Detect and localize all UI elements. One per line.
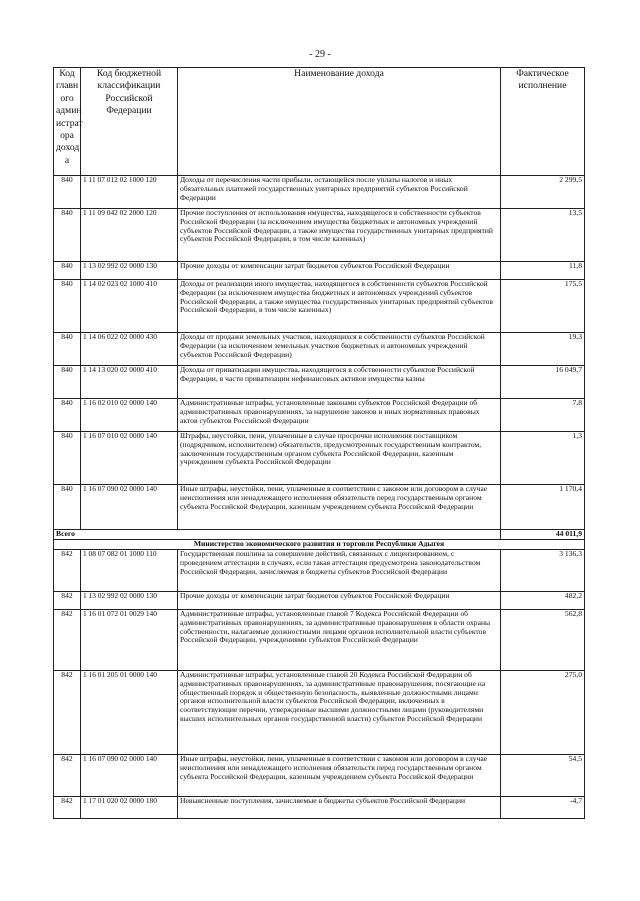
amount-cell: 19,3 [501, 333, 585, 366]
header-revenue-name: Наименование дохода [178, 68, 501, 176]
table-row [54, 399, 585, 432]
admin-code-cell: 842 [54, 592, 81, 610]
budget-code-cell: 1 16 02 010 02 0000 140 [81, 399, 178, 432]
admin-code-cell: 840 [54, 399, 81, 432]
amount-cell: 54,5 [501, 755, 585, 797]
table-row [54, 671, 585, 755]
table-row [54, 262, 585, 280]
revenue-name-cell: Прочие доходы от компенсации затрат бюджетов субъектов Российской Федерации [178, 262, 501, 280]
page-number: - 29 - [309, 49, 331, 60]
total-label: Всего [54, 530, 501, 540]
header-admin-code-line: Код [59, 68, 75, 79]
table-row [54, 333, 585, 366]
amount-cell: 16 049,7 [501, 366, 585, 399]
amount-cell: -4,7 [501, 797, 585, 819]
amount-cell: 482,2 [501, 592, 585, 610]
table-row [54, 176, 585, 209]
table-row [54, 610, 585, 671]
revenue-table [53, 67, 585, 819]
admin-code-cell: 840 [54, 333, 81, 366]
table-header-row [54, 68, 585, 176]
amount-cell: 11,8 [501, 262, 585, 280]
table-row [54, 755, 585, 797]
section-row [54, 540, 585, 550]
revenue-name-cell: Прочие поступления от использования имущества, находящегося в собственности субъектов Российской Федерации (за исключением имущества бюджетных и автономных учреждений субъектов Российской Федерации, а также имущества государственных унитарных предприятий субъектов Российской Федерации, в том числе казенных) [178, 209, 501, 262]
revenue-name-cell: Невыясненные поступления, зачисляемые в бюджеты субъектов Российской Федерации [178, 797, 501, 819]
header-admin-code [54, 68, 81, 176]
table-total [54, 530, 585, 550]
admin-code-cell: 842 [54, 610, 81, 671]
admin-code-cell: 840 [54, 176, 81, 209]
budget-code-cell: 1 08 07 082 01 1000 110 [81, 550, 178, 592]
header-admin-code-line: ора [60, 130, 74, 142]
amount-cell: 7,8 [501, 399, 585, 432]
admin-code-cell: 842 [54, 797, 81, 819]
header-admin-code-line: истрат [56, 117, 83, 129]
admin-code-cell: 840 [54, 209, 81, 262]
amount-cell: 562,8 [501, 610, 585, 671]
amount-cell: 2 299,5 [501, 176, 585, 209]
table-row [54, 432, 585, 485]
amount-cell: 1 170,4 [501, 485, 585, 530]
budget-code-cell: 1 16 07 010 02 0000 140 [81, 432, 178, 485]
admin-code-cell: 840 [54, 432, 81, 485]
budget-code-cell: 1 17 01 020 02 0000 180 [81, 797, 178, 819]
header-budget-code-line: классификации [97, 80, 161, 92]
revenue-name-cell: Доходы от приватизации имущества, находящегося в собственности субъектов Российской Федерации, в части приватизации нефинансовых активов имущества казны [178, 366, 501, 399]
header-actual-execution-line: исполнение [518, 80, 567, 92]
table-body-ministry-842 [54, 550, 585, 819]
revenue-name-cell: Государственная пошлина за совершение действий, связанных с лицензированием, с проведением аттестации в случаях, если такая аттестация предусмотрена законодательством Российской Федерации, зачисляемая в бюджеты субъектов Российской Федерации [178, 550, 501, 592]
table-row [54, 797, 585, 819]
admin-code-cell: 840 [54, 262, 81, 280]
table-row [54, 550, 585, 592]
admin-code-cell: 840 [54, 280, 81, 333]
budget-code-cell: 1 14 02 023 02 1000 410 [81, 280, 178, 333]
amount-cell: 3 136,3 [501, 550, 585, 592]
header-admin-code-line: доход [56, 142, 80, 154]
revenue-name-cell: Доходы от перечисления части прибыли, остающейся после уплаты налогов и иных обязательных платежей государственных унитарных предприятий субъектов Российской Федерации [178, 176, 501, 209]
header-budget-code-line: Код бюджетной [96, 68, 162, 79]
header-admin-code-line: а [64, 154, 70, 166]
revenue-name-cell: Доходы от продажи земельных участков, находящихся в собственности субъектов Российской Федерации (за исключением земельных участков бюджетных и автономных учреждений субъектов Российской Федерации) [178, 333, 501, 366]
budget-code-cell: 1 16 07 090 02 0000 140 [81, 485, 178, 530]
header-budget-code [81, 68, 178, 176]
budget-code-cell: 1 13 02 992 02 0000 130 [81, 262, 178, 280]
revenue-name-cell: Иные штрафы, неустойки, пени, уплаченные в соответствии с законом или договором в случае неисполнения или ненадлежащего исполнения обязательств перед государственным органом субъекта Российской Федерации, казенным учреждением субъекта Российской Федерации [178, 485, 501, 530]
budget-code-cell: 1 11 07 012 02 1000 120 [81, 176, 178, 209]
revenue-name-cell: Штрафы, неустойки, пени, уплаченные в случае просрочки исполнения поставщиком (подрядчиком, исполнителем) обязательств, предусмотренных государственным контрактом, заключенным государственным органом субъекта Российской Федерации, казенным учреждением субъекта Российской Федерации [178, 432, 501, 485]
revenue-name-cell: Административные штрафы, установленные законами субъектов Российской Федерации об административных правонарушениях, за нарушение законов и иных нормативных правовых актов субъектов Российской Федерации [178, 399, 501, 432]
revenue-name-cell: Административные штрафы, установленные главой 20 Кодекса Российской Федерации об административных правонарушениях, за административные правонарушения, посягающие на общественный порядок и общественную безопасность, выявленные должностными лицами органов исполнительной власти субъектов Российской Федерации, включенных в соответствующие перечни, утвержденные высшими должностными лицами (руководителями высших исполнительных органов государственной власти) субъектов Российской Федерации [178, 671, 501, 755]
budget-code-cell: 1 13 02 992 02 0000 130 [81, 592, 178, 610]
table-row [54, 485, 585, 530]
header-admin-code-line: главн [56, 80, 79, 92]
table-row [54, 280, 585, 333]
revenue-name-cell: Прочие доходы от компенсации затрат бюджетов субъектов Российской Федерации [178, 592, 501, 610]
total-amount: 44 011,9 [501, 530, 585, 540]
budget-code-cell: 1 16 07 090 02 0000 140 [81, 755, 178, 797]
table-row [54, 366, 585, 399]
amount-cell: 13,5 [501, 209, 585, 262]
admin-code-cell: 842 [54, 755, 81, 797]
admin-code-cell: 842 [54, 550, 81, 592]
header-budget-code-line: Российской [105, 92, 153, 104]
amount-cell: 275,0 [501, 671, 585, 755]
revenue-name-cell: Иные штрафы, неустойки, пени, уплаченные в соответствии с законом или договором в случае неисполнения или ненадлежащего исполнения обязательств перед государственным органом субъекта Российской Федерации, казенным учреждением субъекта Российской Федерации [178, 755, 501, 797]
header-actual-execution [501, 68, 585, 176]
header-admin-code-line: ого [60, 92, 74, 104]
table-row [54, 592, 585, 610]
table-row [54, 209, 585, 262]
budget-code-cell: 1 14 06 022 02 0000 430 [81, 333, 178, 366]
budget-code-cell: 1 16 01 205 01 0000 140 [81, 671, 178, 755]
table-body-ministry-840 [54, 176, 585, 530]
header-actual-execution-line: Фактическое [516, 68, 569, 79]
budget-code-cell: 1 14 13 020 02 0000 410 [81, 366, 178, 399]
budget-code-cell: 1 16 01 072 01 0029 140 [81, 610, 178, 671]
amount-cell: 175,5 [501, 280, 585, 333]
budget-code-cell: 1 11 09 042 02 2000 120 [81, 209, 178, 262]
total-row [54, 530, 585, 540]
revenue-name-cell: Доходы от реализации иного имущества, находящегося в собственности субъектов Российской Федерации (за исключением имущества бюджетных и автономных учреждений субъектов Российской Федерации, а также имущества государственных унитарных предприятий субъектов Российской Федерации, в том числе казенных) [178, 280, 501, 333]
header-budget-code-line: Федерации [106, 105, 152, 117]
amount-cell: 1,3 [501, 432, 585, 485]
revenue-name-cell: Административные штрафы, установленные главой 7 Кодекса Российской Федерации об административных правонарушениях, за административные правонарушения в области охраны собственности, налагаемые должностными лицами органов исполнительной власти субъектов Российской Федерации, учреждениями субъектов Российской Федерации [178, 610, 501, 671]
admin-code-cell: 840 [54, 485, 81, 530]
header-admin-code-line: админ [56, 105, 82, 117]
admin-code-cell: 840 [54, 366, 81, 399]
section-title: Министерство экономического развития и торговли Республики Адыгея [54, 540, 585, 550]
admin-code-cell: 842 [54, 671, 81, 755]
